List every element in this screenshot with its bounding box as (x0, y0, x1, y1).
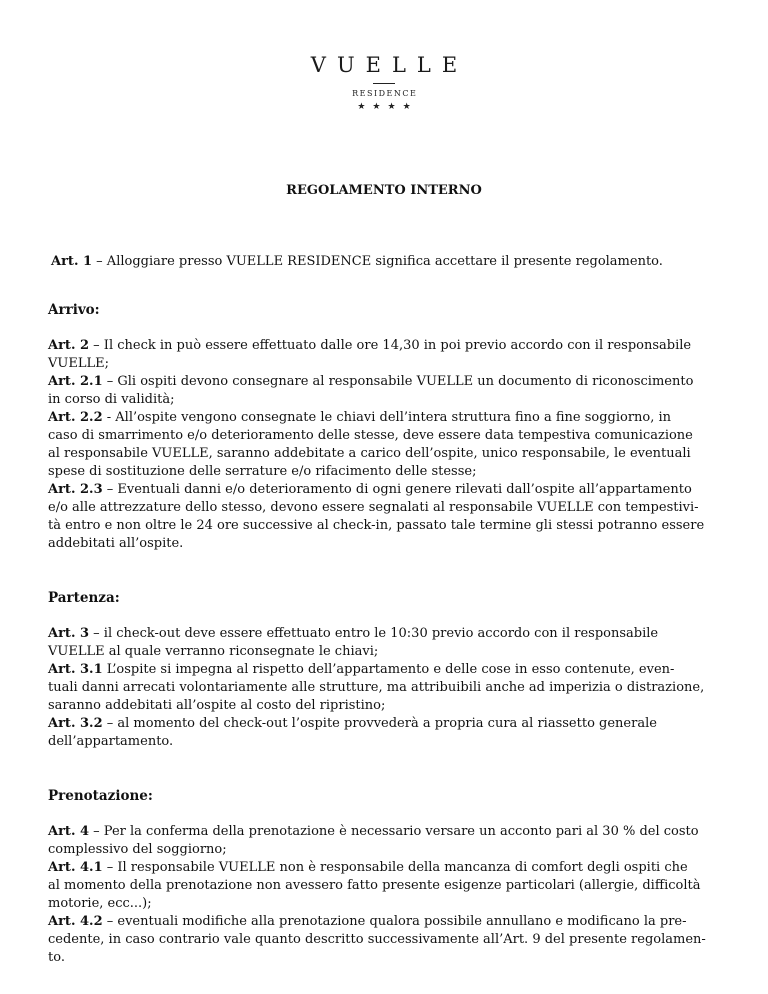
article-line: e/o alle attrezzature dello stesso, devono essere segnalati al responsabile VUELLE con tempestivi- (48, 500, 699, 515)
article (48, 913, 738, 931)
article (48, 661, 738, 679)
article-line: cedente, in caso contrario vale quanto descritto successivamente all’Art. 9 del presente regolamen- (48, 932, 706, 947)
article-text: – il check-out deve essere effettuato entro le 10:30 previo accordo con il responsabile (89, 626, 659, 641)
article-line: tuali danni arrecati volontariamente alle strutture, ma attribuibili anche ad imperizia o distrazione, (48, 680, 705, 695)
article (48, 715, 738, 733)
section-prenotazione (48, 787, 738, 967)
article-line: complessivo del soggiorno; (48, 842, 227, 857)
article-line: tà entro e non oltre le 24 ore successive al check-in, passato tale termine gli stessi potranno essere (48, 518, 705, 533)
article-line: VUELLE; (48, 356, 109, 371)
article-text: - All’ospite vengono consegnate le chiavi dell’intera struttura fino a fine soggiorno, in (102, 410, 672, 425)
article-text: – Alloggiare presso VUELLE RESIDENCE significa accettare il presente regolamento. (92, 254, 663, 269)
article-text: – Il check in può essere effettuato dalle ore 14,30 in poi previo accordo con il responsabile (89, 338, 692, 353)
section-heading: Partenza: (48, 590, 120, 606)
article-line: spese di sostituzione delle serrature e/o rifacimento delle stesse; (48, 464, 477, 479)
article-label: Art. 2.3 (48, 482, 103, 497)
section-partenza (48, 589, 738, 751)
article (48, 625, 738, 643)
article-line: saranno addebitati all’ospite al costo del ripristino; (48, 698, 386, 713)
logo-wordmark: VUELLE (310, 53, 469, 77)
article-line: VUELLE al quale verranno riconsegnate le chiavi; (48, 644, 379, 659)
article (48, 823, 738, 841)
residence-logo (0, 52, 768, 114)
article-label: Art. 2.2 (48, 410, 103, 425)
logo-subtitle: RESIDENCE (352, 89, 418, 98)
article-label: Art. 3.1 (48, 662, 103, 677)
article (48, 373, 738, 391)
article-label: Art. 2.1 (48, 374, 103, 389)
logo-divider (373, 83, 395, 84)
section-arrivo (48, 301, 738, 553)
article (48, 481, 738, 499)
article-label: Art. 2 (48, 338, 90, 353)
article-text: – Eventuali danni e/o deterioramento di ogni genere rilevati dall’ospite all’appartamento (102, 482, 692, 497)
article-line: in corso di validità; (48, 392, 175, 407)
article-line: to. (48, 950, 65, 965)
article-label: Art. 4.1 (48, 860, 103, 875)
article-line: al momento della prenotazione non avessero fatto presente esigenze particolari (allergie, difficoltà (48, 878, 701, 893)
article-label: Art. 4.2 (48, 914, 103, 929)
article-label: Art. 1 (51, 254, 93, 269)
article-line: addebitati all’ospite. (48, 536, 184, 551)
document-body (48, 301, 738, 967)
article-label: Art. 4 (48, 824, 90, 839)
section-heading: Prenotazione: (48, 788, 153, 804)
article-text: – Per la conferma della prenotazione è necessario versare un acconto pari al 30 % del costo (89, 824, 699, 839)
article-line: al responsabile VUELLE, saranno addebitate a carico dell’ospite, unico responsabile, le eventuali (48, 446, 691, 461)
intro-article (48, 253, 738, 271)
article-text: – al momento del check-out l’ospite provvederà a propria cura al riassetto generale (102, 716, 657, 731)
article-label: Art. 3.2 (48, 716, 103, 731)
article-label: Art. 3 (48, 626, 90, 641)
document-title: REGOLAMENTO INTERNO (286, 183, 482, 198)
article-line: dell’appartamento. (48, 734, 174, 749)
section-heading: Arrivo: (48, 302, 100, 318)
article-line: motorie, ecc...); (48, 896, 152, 911)
article (48, 337, 738, 355)
star-rating-icon: ★★★★ (357, 102, 418, 112)
article-text: – Il responsabile VUELLE non è responsabile della mancanza di comfort degli ospiti che (102, 860, 688, 875)
article (48, 859, 738, 877)
article-text: – eventuali modifiche alla prenotazione qualora possibile annullano e modificano la pre- (102, 914, 687, 929)
article-text: – Gli ospiti devono consegnare al responsabile VUELLE un documento di riconoscimento (102, 374, 694, 389)
article (48, 409, 738, 427)
article-line: caso di smarrimento e/o deterioramento delle stesse, deve essere data tempestiva comunicazione (48, 428, 693, 443)
article-text: L’ospite si impegna al rispetto dell’appartamento e delle cose in esso contenute, even- (102, 662, 675, 677)
